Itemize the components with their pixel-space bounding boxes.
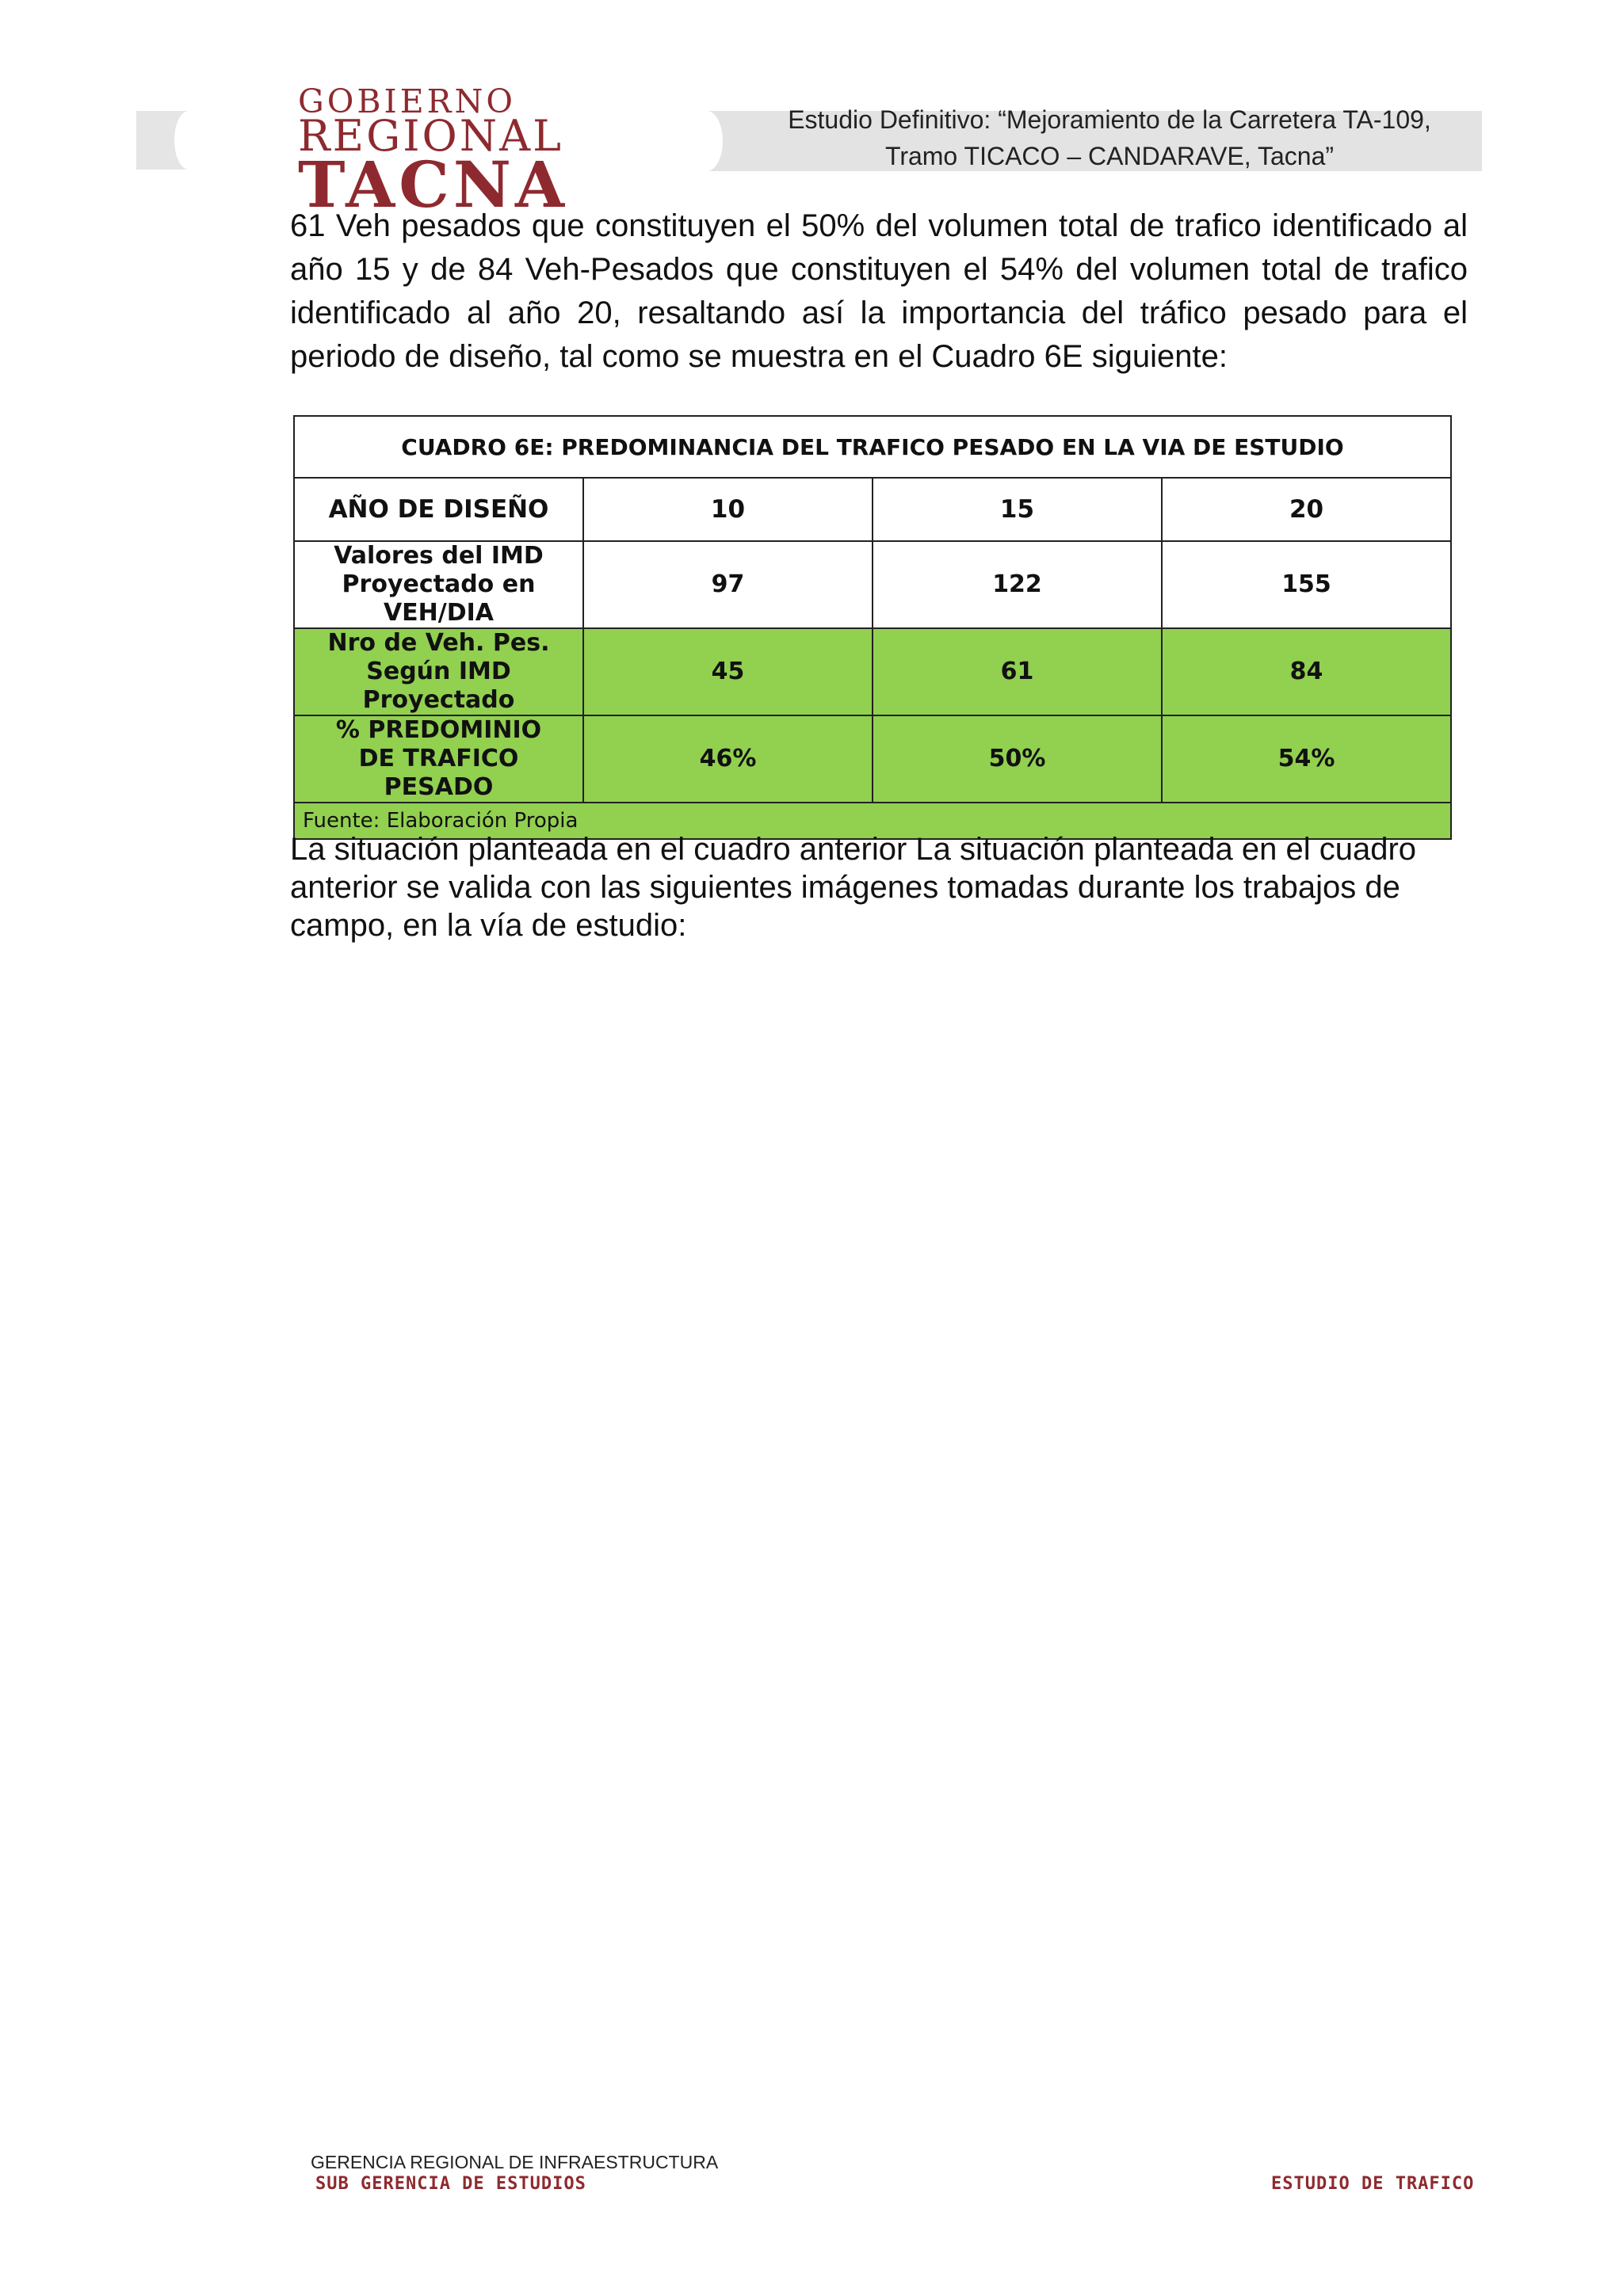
document-header-title — [713, 101, 1506, 174]
header-cell-label: AÑO DE DISEÑO — [294, 478, 583, 541]
cell-predominio-10: 46% — [583, 715, 873, 803]
header-decor-left — [136, 111, 192, 170]
header-title-line-1: Estudio Definitivo: “Mejoramiento de la Carretera TA-109, — [788, 105, 1431, 134]
cell-veh-pesados-20: 84 — [1162, 628, 1451, 715]
cell-veh-pesados-10: 45 — [583, 628, 873, 715]
logo-line-2: REGIONAL — [298, 111, 563, 161]
footer-section-title: ESTUDIO DE TRAFICO — [1271, 2174, 1475, 2194]
row-label-veh-pesados: Nro de Veh. Pes. Según IMD Proyectado — [294, 628, 583, 715]
table-row-veh-pesados — [294, 628, 1451, 715]
cell-imd-20: 155 — [1162, 541, 1451, 628]
row-label-predominio: % PREDOMINIO DE TRAFICO PESADO — [294, 715, 583, 803]
cuadro-6e-table — [293, 415, 1452, 840]
cell-veh-pesados-15: 61 — [873, 628, 1162, 715]
intro-paragraph: 61 Veh pesados que constituyen el 50% del volumen total de trafico identificado al año 15 y de 84 Veh-Pesados que constituyen el 54% del volumen total de trafico identificado al año 20, resaltando así la importancia del tráfico pesado para el periodo de diseño, tal como se muestra en el Cuadro 6E siguiente: — [290, 208, 1468, 374]
cell-predominio-20: 54% — [1162, 715, 1451, 803]
gobierno-regional-tacna-logo — [298, 82, 615, 222]
row-label-imd: Valores del IMD Proyectado en VEH/DIA — [294, 541, 583, 628]
validation-paragraph: La situación planteada en el cuadro anterior La situación planteada en el cuadro anterior se valida con las siguientes imágenes tomadas durante los trabajos de campo, en la vía de estudio: — [290, 832, 1417, 943]
cell-imd-15: 122 — [873, 541, 1162, 628]
header-title-line-2: Tramo TICACO – CANDARAVE, Tacna” — [884, 142, 1335, 170]
logo-line-3: TACNA — [298, 147, 569, 222]
table-row-imd — [294, 541, 1451, 628]
logo-line-1: GOBIERNO — [298, 82, 516, 120]
header-cell-year-10: 10 — [583, 478, 873, 541]
table-title: CUADRO 6E: PREDOMINANCIA DEL TRAFICO PESADO EN LA VIA DE ESTUDIO — [294, 416, 1451, 478]
table-row-predominio — [294, 715, 1451, 803]
header-cell-year-15: 15 — [873, 478, 1162, 541]
footer-gerencia: GERENCIA REGIONAL DE INFRAESTRUCTURA — [311, 2152, 719, 2172]
footer-sub-gerencia: SUB GERENCIA DE ESTUDIOS — [315, 2174, 586, 2194]
cell-predominio-15: 50% — [873, 715, 1162, 803]
table-source: Fuente: Elaboración Propia — [294, 803, 1451, 839]
header-cell-year-20: 20 — [1162, 478, 1451, 541]
table-header-row — [294, 478, 1451, 541]
cell-imd-10: 97 — [583, 541, 873, 628]
